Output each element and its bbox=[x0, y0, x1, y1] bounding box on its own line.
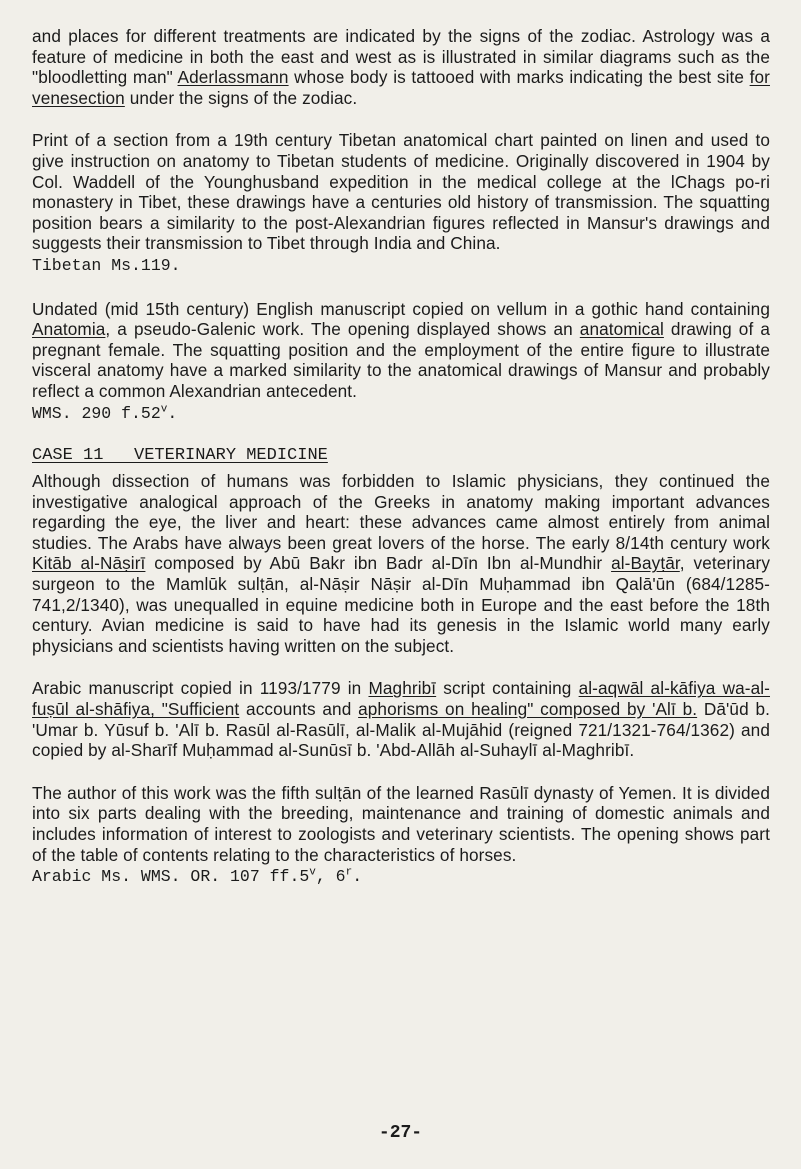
reference-wms-or-107: Arabic Ms. WMS. OR. 107 ff.5$^v$, 6$^r$. bbox=[32, 866, 363, 887]
section-heading-case-11: CASE 11 VETERINARY MEDICINE bbox=[32, 446, 328, 466]
reference-wms-290: WMS. 290 f.52$^v$. bbox=[32, 403, 178, 423]
paragraph-rasuli-author: The author of this work was the fifth sulṭān of the learned Rasūlī dynasty of Yemen. It is divided into six parts dealing with the breeding, maintenance and training of domestic animals and includes information of interest to zoologists and veterinary scientists. The opening shows part of the table of contents relating to the characteristics of horses. Arabic Ms. WMS. OR. 107 ff.5$^v$, 6$^r$. bbox=[32, 782, 770, 887]
paragraph-arabic-manuscript: Arabic manuscript copied in 1193/1779 in Maghribī script containing al-aqwāl al-kāfiya wa-al-fuṣūl al-shāfiya, "Sufficient accounts and aphorisms on healing" composed by 'Alī b. Dā'ūd b. 'Umar b. Yūsuf b. 'Alī b. Rasūl al-Rasūlī, al-Malik al-Mujāhid (reigned 721/1321-764/1362) and copied by al-Sharīf Muḥammad al-Sunūsī b. 'Abd-Allāh al-Suhaylī al-Maghribī. bbox=[32, 678, 771, 761]
term-al-baytar: al-Bayṭār bbox=[611, 553, 680, 574]
paragraph-tibetan-chart: Print of a section from a 19th century Tibetan anatomical chart painted on linen and used to give instruction on anatomy to Tibetan students of medicine. Originally discovered in 1904 by Col. Waddell of the Younghusband expedition in the medical college at the lChags po-ri monastery in Tibet, these drawings have a centuries old history of transmission. The squatting position bears a similarity to the post-Alexandrian figures reflected in Mansur's drawings and suggests their transmission to Tibet through India and China. Tibetan Ms.119. bbox=[32, 130, 770, 275]
paragraph-veterinary-intro: Although dissection of humans was forbidden to Islamic physicians, they continued the investigative analogical approach of the Greeks in anatomy making important advances regarding the eye, the liver and heart: these advances came almost entirely from animal studies. The Arabs have always been great lovers of the horse. The early 8/14th century work Kitāb al-Nāṣirī composed by Abū Bakr ibn Badr al-Dīn Ibn al-Mundhir al-Bayṭār, veterinary surgeon to the Mamlūk sulṭān, al-Nāṣir Nāṣir al-Dīn Muḥammad ibn Qalā'ūn (684/1285-741,2/1340), was unequalled in equine medicine both in Europe and the east before the 18th century. Avian medicine is said to have had its genesis in the Islamic world many early physicians and scientists having written on the subject. bbox=[32, 471, 771, 656]
term-title-aphorisms: aphorisms on healing" composed by 'Alī b. bbox=[358, 699, 698, 720]
reference-tibetan: Tibetan Ms.119. bbox=[32, 255, 181, 275]
paragraph-zodiac: and places for different treatments are indicated by the signs of the zodiac. Astrology was a feature of medicine in both the east and west as is illustrated in similar diagrams such as the "bloodletting man" Aderlassmann whose body is tattooed with marks indicating the best site for venesection under the signs of the zodiac. bbox=[32, 26, 770, 108]
term-aderlassmann: Aderlassmann bbox=[177, 67, 289, 88]
term-anatomia: Anatomia bbox=[32, 319, 106, 340]
term-title-aqwal: al-aqwāl al-kāfiya wa-al-fuṣūl al-shāfiya, "Sufficient bbox=[32, 678, 770, 720]
page-number: -27- bbox=[378, 1123, 423, 1143]
term-anatomical: anatomical bbox=[579, 319, 664, 340]
term-kitab-al-nasiri: Kitāb al-Nāṣirī bbox=[32, 553, 146, 574]
paragraph-english-manuscript: Undated (mid 15th century) English manuscript copied on vellum in a gothic hand containing Anatomia, a pseudo-Galenic work. The opening displayed shows an anatomical drawing of a pregnant female. The squatting position and the employment of the entire figure to illustrate visceral anatomy have a marked similarity to the anatomical drawings of Mansur and probably reflect a common Alexandrian antecedent. WMS. 290 f.52$^v$. bbox=[32, 298, 770, 423]
term-venesection: for venesection bbox=[32, 67, 770, 108]
document-page bbox=[32, 26, 770, 910]
term-maghribi: Maghribī bbox=[368, 678, 437, 699]
